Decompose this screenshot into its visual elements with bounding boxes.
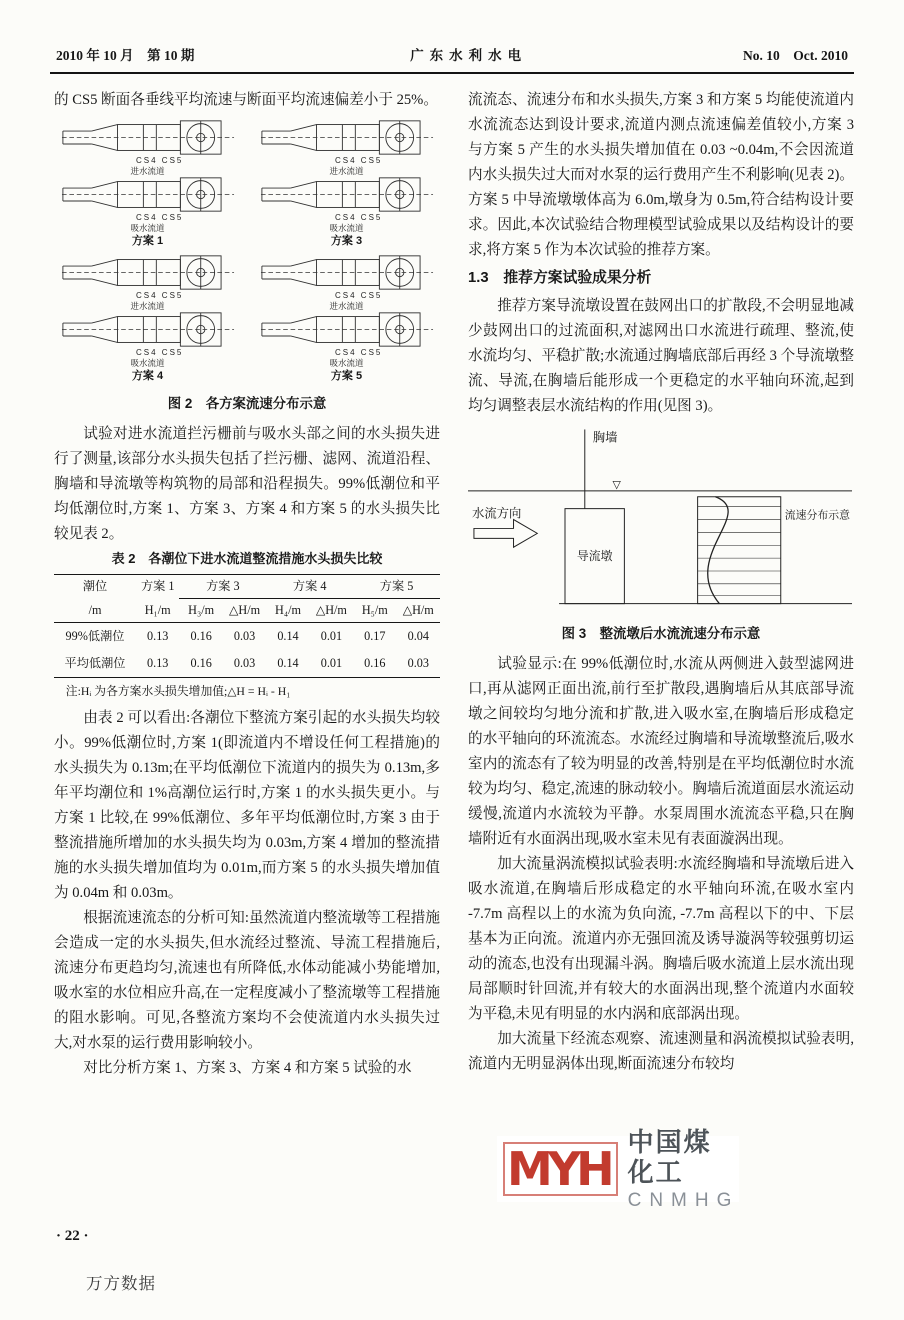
- paragraph-intro: 的 CS5 断面各垂线平均流速与断面平均流速偏差小于 25%。: [54, 92, 438, 108]
- cell: 0.14: [277, 629, 299, 643]
- cnmhg-logo-icon: MYH: [503, 1142, 618, 1196]
- col-subheader: △H/m: [397, 599, 440, 623]
- col-subheader: /m: [54, 599, 136, 623]
- flow-channel-diagram: [256, 254, 438, 291]
- col-subheader: H₄/m: [266, 599, 309, 623]
- flow-channel-diagram: [57, 119, 239, 156]
- wanfang-stamp: 万方数据: [86, 1274, 156, 1293]
- flow-channel-diagram: [256, 119, 438, 156]
- paragraph-test-result: 试验显示:在 99%低潮位时,水流从两侧进入鼓型滤网进口,再从滤网正面出流,前行至扩散段,遇胸墙后从其底部导流墩之间较均匀地分流和扩散,进入吸水室,在胸墙后形成稳定的水平轴向的环流流态。水流经过胸墙和导流墩整流后,吸水室内的流态有了较为明显的改善,特别是在平均低潮位时水流较为均匀、稳定,流速的脉动较小。胸墙后流道面层水流运动缓慢,流道内水流较为平静。水泵周围水流流态平稳,只在胸墙附近有水面涡出现,吸水室未见有表面漩涡出现。: [468, 656, 854, 847]
- right-column: [468, 88, 854, 1081]
- flow-channel-diagram: [256, 311, 438, 348]
- scheme-name: 方案 1: [131, 235, 164, 247]
- view-label-profile: 吸水流道: [130, 223, 165, 233]
- view-label-profile: 吸水流道: [130, 358, 165, 368]
- view-label-plan: 进水流道: [329, 166, 364, 176]
- cell: 0.04: [407, 629, 429, 643]
- cell: 0.13: [147, 629, 169, 643]
- watermark-text: [628, 1127, 740, 1212]
- cell: 99%低潮位: [65, 629, 125, 643]
- cell: 0.01: [320, 656, 343, 670]
- figure2-scheme-4: [54, 254, 241, 389]
- col-header: 方案 1: [140, 579, 175, 594]
- table-2: [54, 549, 440, 700]
- header-number: No. 10 Oct. 2010: [743, 48, 848, 63]
- scheme-name: 方案 3: [330, 235, 363, 247]
- view-label-profile: 吸水流道: [329, 223, 364, 233]
- figure-3: [468, 425, 854, 644]
- cs-section-labels: CS4 CS5: [335, 156, 383, 165]
- watermark-subtitle: CNMHG: [627, 1189, 740, 1211]
- cs-section-labels: CS4 CS5: [335, 348, 383, 357]
- flow-channel-diagram: [256, 176, 438, 213]
- col-header: 方案 5: [353, 575, 440, 599]
- scheme-name: 方案 4: [131, 370, 164, 382]
- col-header: 方案 4: [266, 575, 353, 599]
- table-row: [54, 650, 440, 678]
- cell: 0.03: [407, 656, 429, 670]
- view-label-plan: 进水流道: [130, 166, 165, 176]
- cs-section-labels: CS4 CS5: [136, 348, 184, 357]
- paragraph-recommend: 推荐方案导流墩设置在鼓网出口的扩散段,不会明显地减少鼓网出口的过流面积,对滤网出口水流进行疏理、整流,使水流均匀、平稳扩散;水流通过胸墙底部后再经 3 个导流墩整流、导流,在胸墙后能形成一个更稳定的水平轴向环流,起到均匀调整表层水流结构的作用(见图 3)。: [468, 298, 854, 414]
- cell: 0.03: [233, 629, 256, 643]
- table2-caption: 表 2 各潮位下进水流道整流措施水头损失比较: [111, 551, 383, 566]
- page-number: · 22 ·: [56, 1228, 89, 1244]
- paragraph-continued: 流流态、流速分布和水头损失,方案 3 和方案 5 均能使流道内水流流态达到设计要求,流道内测点流速偏差值较小,方案 3 与方案 5 产生的水头损失增加值在 0.03 ~0.04m,不会因流道内水头损失过大而对水泵的运行费用产生不利影响(见表 2)。方案 5 中导流墩墩体高为 6.0m,墩身为 0.5m,符合结构设计要求。因此,本次试验结合物理模型试验成果以及结构设计的要求,将方案 5 作为本次试验的推荐方案。: [468, 92, 854, 258]
- watermark-title: 中国煤化工: [627, 1126, 712, 1187]
- table-sub-header-row: [54, 599, 440, 623]
- journal-header: [0, 0, 904, 72]
- head-loss-table: [54, 574, 440, 678]
- figure3-pier-label: 导流墩: [576, 549, 613, 564]
- watermark-cnmhg: [497, 1126, 740, 1211]
- figure-2: [54, 119, 440, 389]
- cs-section-labels: CS4 CS5: [335, 213, 383, 222]
- figure2-scheme-5: [253, 254, 440, 389]
- col-subheader: H₅/m: [353, 599, 396, 623]
- col-header: 潮位: [82, 579, 108, 594]
- cell: 0.16: [190, 629, 212, 643]
- paragraph-compare: 对比分析方案 1、方案 3、方案 4 和方案 5 试验的水: [83, 1060, 412, 1076]
- col-subheader: H₃/m: [179, 599, 222, 623]
- cs-section-labels: CS4 CS5: [136, 156, 184, 165]
- paragraph-flow: 根据流速流态的分析可知:虽然流道内整流墩等工程措施会造成一定的水头损失,但水流经过整流、导流工程措施后,流速分布更趋均匀,流速也有所降低,水体动能减小势能增加,吸水室的水位相应升高,在一定程度减小了整流墩等工程措施的阻水影响。可见,各整流方案均不会使流道内水头损失过大,对水泵的运行费用影响较小。: [54, 910, 440, 1051]
- table-row: [54, 623, 440, 651]
- left-column: [54, 88, 440, 1081]
- flow-velocity-diagram: [468, 425, 854, 619]
- figure3-wall-label: 胸墙: [592, 430, 618, 445]
- figure2-scheme-1: [54, 119, 241, 254]
- paragraph-measure: 试验对进水流道拦污栅前与吸水头部之间的水头损失进行了测量,该部分水头损失包括了拦污栅、滤网、流道沿程、胸墙和导流墩等构筑物的局部和沿程损失。99%低潮位和平均低潮位时,方案 1、方案 3、方案 4 和方案 5 的水头损失比较见表 2。: [54, 426, 440, 542]
- two-column-body: [0, 74, 904, 1081]
- figure2-scheme-3: [253, 119, 440, 254]
- cs-section-labels: CS4 CS5: [136, 291, 184, 300]
- paragraph-final: 加大流量下经流态观察、流速测量和涡流模拟试验表明,流道内无明显涡体出现,断面流速分布较均: [468, 1031, 854, 1072]
- view-label-plan: 进水流道: [329, 301, 364, 311]
- figure3-flow-direction-label: 水流方向: [471, 506, 522, 521]
- figure2-caption: 图 2 各方案流速分布示意: [167, 396, 327, 411]
- view-label-plan: 进水流道: [130, 301, 165, 311]
- scheme-name: 方案 5: [330, 370, 363, 382]
- section-heading-1-3: 1.3 推荐方案试验成果分析: [468, 270, 652, 286]
- col-subheader: △H/m: [310, 599, 353, 623]
- cell: 0.13: [147, 656, 169, 670]
- cell: 平均低潮位: [64, 656, 126, 670]
- table2-note: 注:Hᵢ 为各方案水头损失增加值;△H = Hᵢ - H₁: [65, 684, 291, 698]
- cell: 0.16: [364, 656, 386, 670]
- header-issue: 2010 年 10 月 第 10 期: [56, 48, 195, 63]
- water-level-icon: ▽: [612, 478, 621, 491]
- cs-section-labels: CS4 CS5: [136, 213, 184, 222]
- cell: 0.01: [320, 629, 343, 643]
- col-subheader: H₁/m: [136, 599, 179, 623]
- cell: 0.14: [277, 656, 299, 670]
- paragraph-analysis: 由表 2 可以看出:各潮位下整流方案引起的水头损失均较小。99%低潮位时,方案 1(即流道内不增设任何工程措施)的水头损失为 0.13m;在平均低潮位下流道内的损失为 0.13m,多年平均潮位和 1%高潮位运行时,方案 1 的水头损失更小。与方案 1 比较,在 99%低潮位、多年平均低潮位时,方案 3 由于整流措施所增加的水头损失均为 0.03m,方案 4 增加的整流措施的水头损失增加值均为 0.01m,而方案 5 的水头损失增加值为 0.04m 和 0.03m。: [54, 710, 440, 901]
- col-header: 方案 3: [179, 575, 266, 599]
- journal-title: 广东水利水电: [410, 48, 528, 63]
- view-label-profile: 吸水流道: [329, 358, 364, 368]
- figure3-caption: 图 3 整流墩后水流流速分布示意: [561, 626, 761, 641]
- cell: 0.16: [190, 656, 212, 670]
- table-group-header-row: [54, 575, 440, 599]
- cell: 0.17: [364, 629, 386, 643]
- flow-channel-diagram: [57, 254, 239, 291]
- flow-channel-diagram: [57, 176, 239, 213]
- cs-section-labels: CS4 CS5: [335, 291, 383, 300]
- figure3-velocity-label: 流速分布示意: [784, 509, 850, 522]
- col-subheader: △H/m: [223, 599, 266, 623]
- cell: 0.03: [233, 656, 256, 670]
- flow-channel-diagram: [57, 311, 239, 348]
- paragraph-vortex: 加大流量涡流模拟试验表明:水流经胸墙和导流墩后进入吸水流道,在胸墙后形成稳定的水平轴向环流,在吸水室内 -7.7m 高程以上的水流为负向流, -7.7m 高程以下的中、下层基本为正向流。流道内亦无强回流及诱导漩涡等较强剪切运动的流态,也没有出现漏斗涡。胸墙后吸水流道上层水流出现局部顺时针回流,并有较大的水面涡出现,整个流道内水面较为平稳,未见有明显的水内涡和底部涡出现。: [468, 856, 854, 1022]
